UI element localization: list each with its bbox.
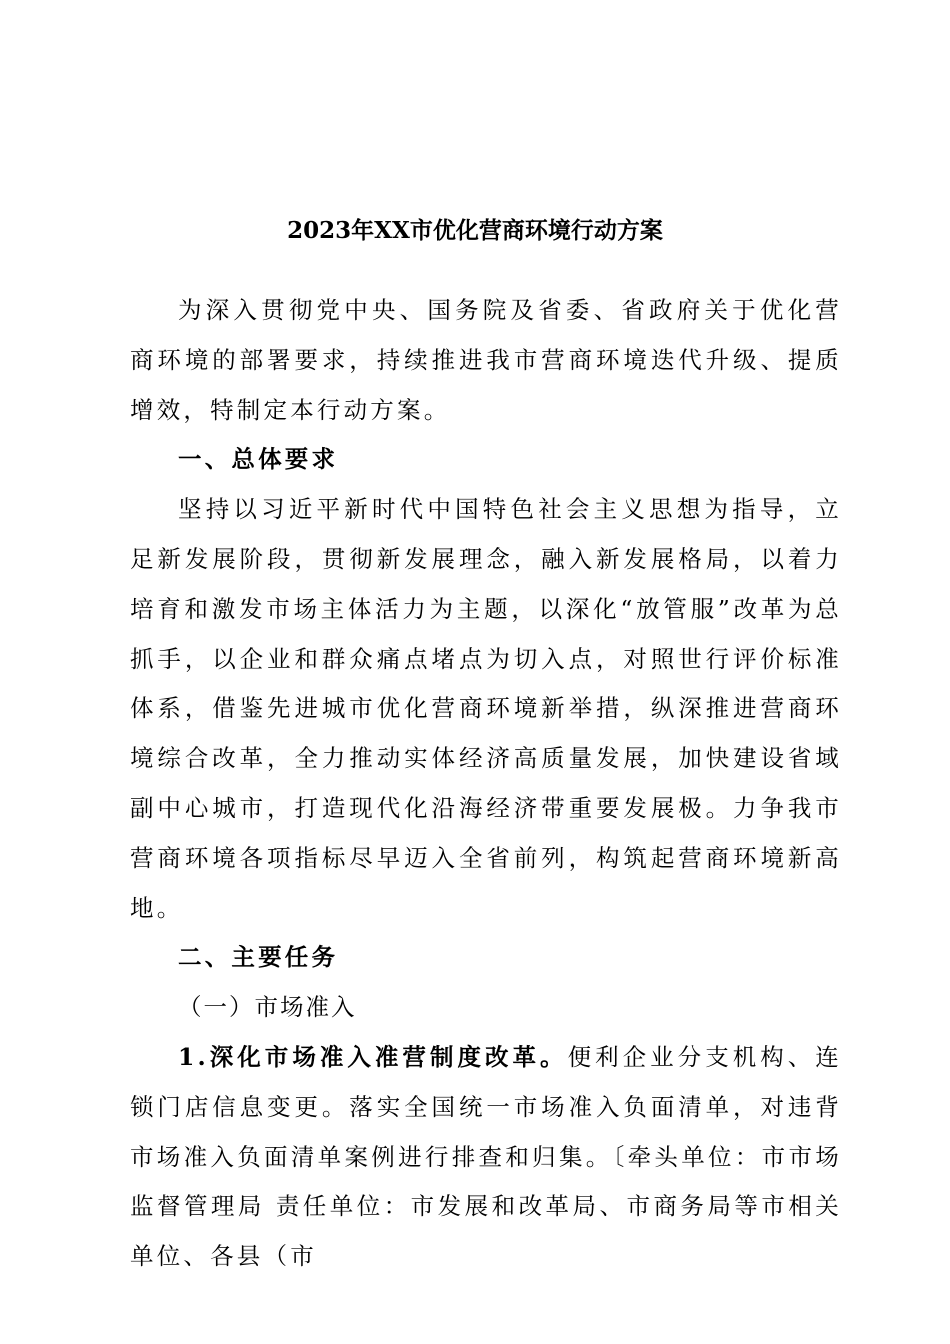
task-item-1-text: 便利企业分支机构、连锁门店信息变更。落实全国统一市场准入负面清单，对违背市场准入负面清单案例进行排查和归集。〔牵头单位：市市场监督管理局 责任单位：市发展和改革局、市商务局等市相关单位、各县（市	[130, 1042, 842, 1271]
subsection-heading-text: （一）市场准入	[178, 993, 357, 1022]
document-title: 2023年XX市优化营商环境行动方案	[287, 217, 663, 244]
task-item-1	[130, 1033, 842, 1282]
general-requirements-paragraph: 坚持以习近平新时代中国特色社会主义思想为指导，立足新发展阶段，贯彻新发展理念，融入新发展格局，以着力培育和激发市场主体活力为主题，以深化“放管服”改革为总抓手，以企业和群众痛点堵点为切入点，对照世行评价标准体系，借鉴先进城市优化营商环境新举措，纵深推进营商环境综合改革，全力推动实体经济高质量发展，加快建设省域副中心城市，打造现代化沿海经济带重要发展极。力争我市营商环境各项指标尽早迈入全省前列，构筑起营商环境新高地。	[130, 495, 842, 922]
task-item-1-lead: 1.深化市场准入准营制度改革。	[178, 1042, 568, 1071]
subsection-heading-market-access	[130, 983, 842, 1033]
section-heading-main-tasks: 二、主要任务	[178, 943, 339, 972]
section-heading-general-requirements: 一、总体要求	[178, 445, 339, 474]
document-body	[130, 286, 842, 1282]
intro-paragraph: 为深入贯彻党中央、国务院及省委、省政府关于优化营商环境的部署要求，持续推进我市营商环境迭代升级、提质增效，特制定本行动方案。	[130, 296, 842, 424]
